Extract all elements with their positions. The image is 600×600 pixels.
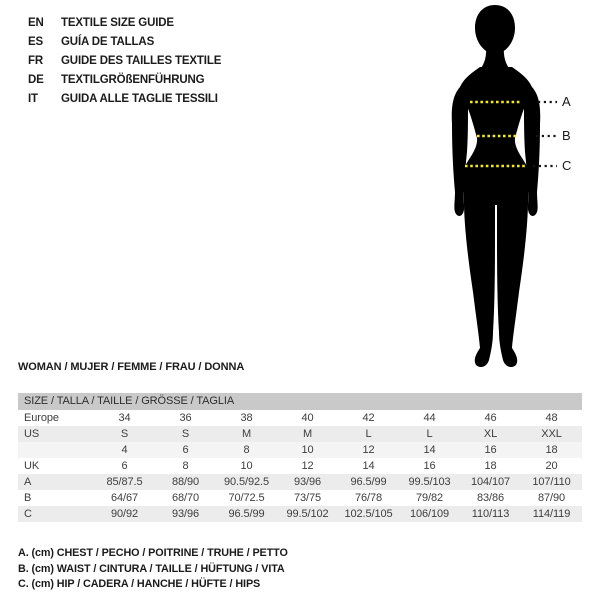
silhouette-torso bbox=[459, 67, 534, 205]
language-title: TEXTILE SIZE GUIDE bbox=[61, 17, 174, 29]
size-cell: 68/70 bbox=[171, 492, 200, 504]
size-cell: S bbox=[120, 428, 129, 440]
size-cell: 93/96 bbox=[293, 476, 322, 488]
gender-heading: WOMAN / MUJER / FEMME / FRAU / DONNA bbox=[18, 361, 245, 373]
language-title: GUÍA DE TALLAS bbox=[61, 36, 155, 48]
language-title: TEXTILGRÖßENFÜHRUNG bbox=[61, 74, 205, 86]
size-table-row bbox=[18, 474, 582, 490]
size-cell: 36 bbox=[179, 412, 192, 424]
row-label: C bbox=[24, 508, 32, 520]
size-table bbox=[18, 393, 582, 522]
size-cell: 34 bbox=[118, 412, 131, 424]
size-cell: 48 bbox=[545, 412, 558, 424]
row-label bbox=[18, 442, 94, 458]
measure-label-b: B bbox=[562, 128, 571, 143]
measure-label-a: A bbox=[562, 94, 571, 109]
size-cell: 16 bbox=[423, 460, 436, 472]
language-title-list bbox=[28, 14, 221, 109]
size-cell: 87/90 bbox=[537, 492, 566, 504]
language-code: DE bbox=[28, 74, 44, 86]
size-cell: 99.5/102 bbox=[286, 508, 329, 520]
size-cell: 96.5/99 bbox=[228, 508, 265, 520]
silhouette-right-leg bbox=[497, 186, 528, 367]
language-row-it bbox=[28, 90, 221, 109]
size-cell: M bbox=[241, 428, 252, 440]
size-cell: 110/113 bbox=[471, 508, 510, 520]
size-cell: 104/107 bbox=[470, 476, 511, 488]
size-table-row bbox=[18, 426, 582, 442]
size-cell: 102.5/105 bbox=[344, 508, 393, 520]
row-label: A bbox=[24, 476, 32, 488]
size-table-body bbox=[18, 410, 582, 522]
size-cell: 93/96 bbox=[171, 508, 200, 520]
woman-silhouette bbox=[452, 5, 540, 367]
size-table-row bbox=[18, 506, 582, 522]
size-cell: 14 bbox=[423, 444, 436, 456]
size-cell: 10 bbox=[240, 460, 253, 472]
size-cell: 40 bbox=[301, 412, 314, 424]
silhouette-left-leg bbox=[464, 186, 495, 367]
size-cell: 46 bbox=[484, 412, 497, 424]
row-label: US bbox=[24, 428, 40, 440]
size-cell: 107/110 bbox=[532, 476, 571, 488]
size-cell: 8 bbox=[243, 444, 250, 456]
size-table-header: SIZE / TALLA / TAILLE / GRÖSSE / TAGLIA bbox=[18, 393, 582, 410]
size-cell: 64/67 bbox=[110, 492, 139, 504]
size-table-row bbox=[18, 458, 582, 474]
size-cell: 70/72.5 bbox=[228, 492, 265, 504]
size-cell: 20 bbox=[545, 460, 558, 472]
legend-row-hip: C. (cm) HIP / CADERA / HANCHE / HÜFTE / HIPS bbox=[18, 578, 261, 590]
size-cell: 99.5/103 bbox=[408, 476, 451, 488]
size-cell: 12 bbox=[301, 460, 314, 472]
size-cell: 76/78 bbox=[354, 492, 383, 504]
size-cell: 88/90 bbox=[171, 476, 200, 488]
size-cell: 38 bbox=[240, 412, 253, 424]
size-table-row bbox=[18, 410, 582, 426]
size-table-grid bbox=[18, 410, 582, 522]
language-row-de bbox=[28, 71, 221, 90]
size-cell: 96.5/99 bbox=[350, 476, 387, 488]
size-cell: 79/82 bbox=[415, 492, 444, 504]
size-cell: 44 bbox=[423, 412, 436, 424]
row-label: B bbox=[24, 492, 32, 504]
size-cell: 90.5/92.5 bbox=[224, 476, 269, 488]
size-cell: 85/87.5 bbox=[106, 476, 143, 488]
measurement-legend bbox=[18, 546, 288, 593]
woman-silhouette-figure bbox=[440, 0, 600, 375]
language-row-en bbox=[28, 14, 221, 33]
measure-label-c: C bbox=[562, 158, 572, 173]
size-cell: 16 bbox=[484, 444, 497, 456]
language-title: GUIDA ALLE TAGLIE TESSILI bbox=[61, 93, 218, 105]
size-cell: 8 bbox=[182, 460, 189, 472]
row-label: UK bbox=[24, 460, 40, 472]
size-cell: XL bbox=[483, 428, 498, 440]
language-code: EN bbox=[28, 17, 44, 29]
size-cell: L bbox=[426, 428, 433, 440]
language-code: ES bbox=[28, 36, 44, 48]
size-cell: 73/75 bbox=[293, 492, 322, 504]
size-cell: 42 bbox=[362, 412, 375, 424]
size-cell: L bbox=[365, 428, 372, 440]
size-cell: M bbox=[302, 428, 313, 440]
size-cell: 12 bbox=[362, 444, 375, 456]
size-cell: 4 bbox=[121, 444, 128, 456]
size-cell: 14 bbox=[362, 460, 375, 472]
language-title: GUIDE DES TAILLES TEXTILE bbox=[61, 55, 222, 67]
size-cell: 114/119 bbox=[532, 508, 571, 520]
language-row-fr bbox=[28, 52, 221, 71]
language-row-es bbox=[28, 33, 221, 52]
language-code: FR bbox=[28, 55, 44, 67]
size-cell: 90/92 bbox=[110, 508, 139, 520]
size-cell: 18 bbox=[484, 460, 497, 472]
size-cell: XXL bbox=[541, 428, 562, 440]
legend-row-waist: B. (cm) WAIST / CINTURA / TAILLE / HÜFTUNG / VITA bbox=[18, 562, 285, 575]
size-cell: S bbox=[181, 428, 190, 440]
size-table-row bbox=[18, 490, 582, 506]
language-code: IT bbox=[28, 93, 38, 105]
legend-row-chest: A. (cm) CHEST / PECHO / POITRINE / TRUHE / PETTO bbox=[18, 547, 288, 559]
size-table-row bbox=[18, 442, 582, 458]
row-label: Europe bbox=[24, 412, 59, 424]
size-cell: 10 bbox=[301, 444, 314, 456]
size-cell: 83/86 bbox=[476, 492, 505, 504]
size-cell: 6 bbox=[182, 444, 189, 456]
size-cell: 6 bbox=[121, 460, 128, 472]
size-cell: 18 bbox=[545, 444, 558, 456]
size-cell: 106/109 bbox=[409, 508, 450, 520]
